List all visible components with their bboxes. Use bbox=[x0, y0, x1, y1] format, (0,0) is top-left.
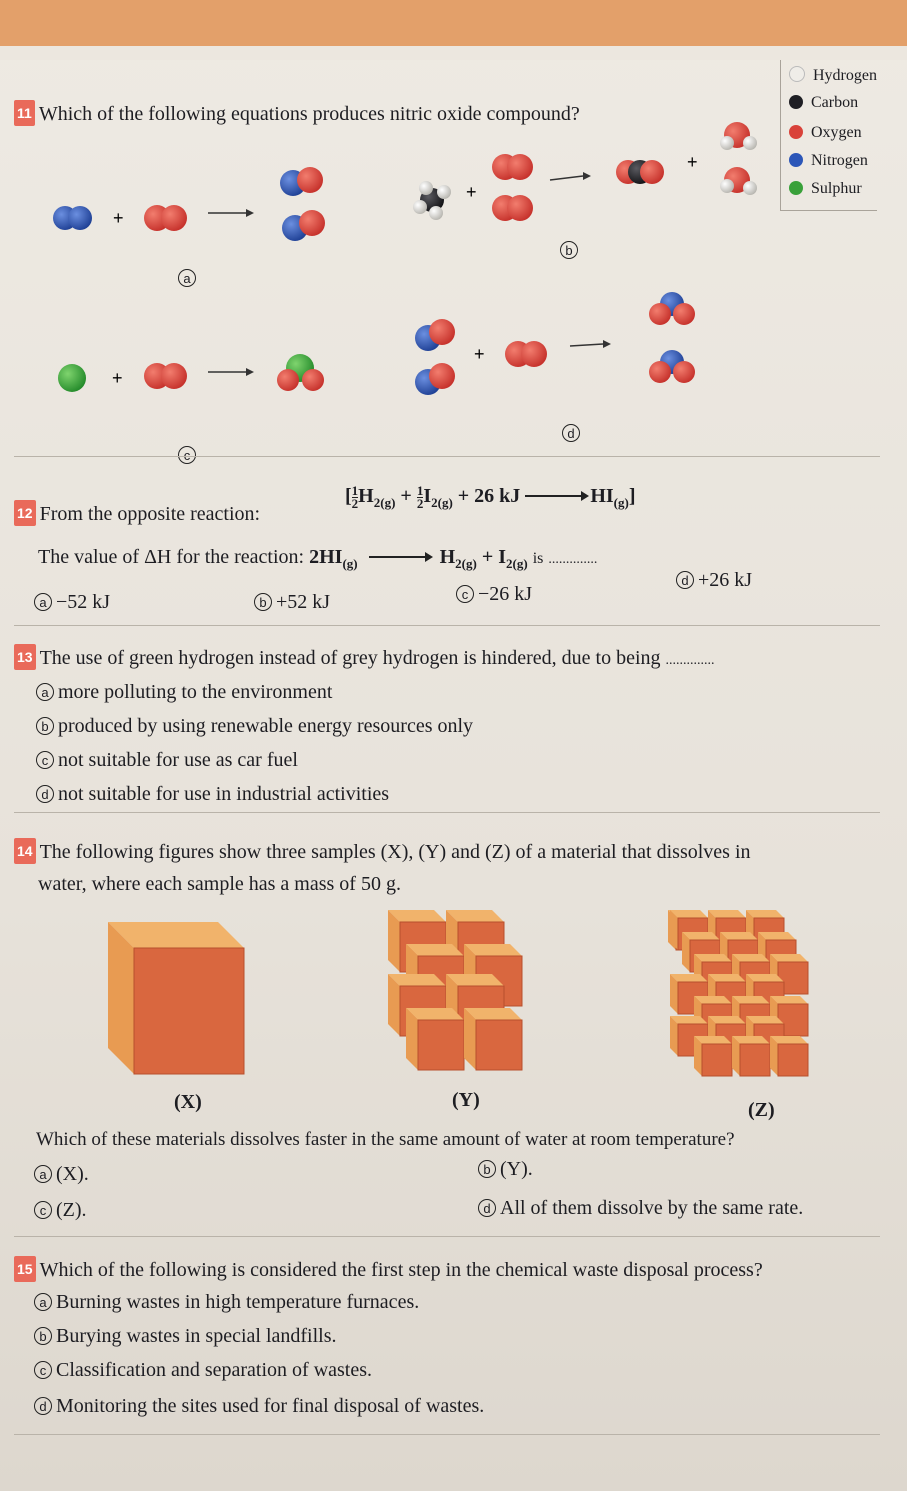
q13-option-a[interactable]: a more polluting to the environment bbox=[36, 680, 332, 704]
divider bbox=[14, 456, 880, 457]
option-a-diagram bbox=[53, 167, 325, 241]
q12-option-a[interactable]: a −52 kJ bbox=[34, 590, 110, 614]
oxygen-atom-icon bbox=[789, 125, 803, 139]
q13-option-c[interactable]: c not suitable for use as car fuel bbox=[36, 748, 298, 772]
top-color-band bbox=[0, 0, 907, 52]
option-d-diagram bbox=[415, 292, 695, 395]
svg-text:+: + bbox=[466, 182, 477, 202]
divider bbox=[14, 1434, 880, 1435]
q12-number: 12 bbox=[14, 500, 36, 526]
hydrogen-atom-icon bbox=[789, 66, 805, 82]
q12-option-d[interactable]: d +26 kJ bbox=[676, 568, 752, 592]
carbon-atom-icon bbox=[789, 95, 803, 109]
q14-option-a[interactable]: a (X). bbox=[34, 1162, 89, 1186]
legend-carbon: Carbon bbox=[789, 94, 858, 112]
q14-option-c[interactable]: c (Z). bbox=[34, 1198, 87, 1222]
legend-oxygen: Oxygen bbox=[789, 124, 862, 142]
q15-option-d[interactable]: d Monitoring the sites used for final disposal of wastes. bbox=[34, 1394, 484, 1418]
sample-y-label: (Y) bbox=[452, 1089, 480, 1111]
q14-question-line2: water, where each sample has a mass of 50 g. bbox=[38, 873, 401, 895]
q12-option-c[interactable]: c −26 kJ bbox=[456, 582, 532, 606]
q13-question: 13 The use of green hydrogen instead of grey hydrogen is hindered, due to being .............. bbox=[14, 644, 715, 673]
q11-option-a[interactable]: a bbox=[178, 268, 200, 289]
q15-option-b[interactable]: b Burying wastes in special landfills. bbox=[34, 1324, 337, 1348]
sample-x-label: (X) bbox=[174, 1091, 202, 1113]
q11-question: 11 Which of the following equations produces nitric oxide compound? bbox=[14, 100, 580, 126]
q11-option-b[interactable]: b bbox=[560, 240, 582, 261]
q15-option-c[interactable]: c Classification and separation of wastes. bbox=[34, 1358, 372, 1382]
q12-given-reaction: [ $\frac{1}{2}$ $H_{2(g)}$ + $\frac{1}{2}$ $I_{2(g)} + 26$ kJ $HI_{(g)}$] bbox=[345, 483, 636, 511]
q13-option-d[interactable]: d not suitable for use in industrial activities bbox=[36, 782, 389, 806]
svg-text:+: + bbox=[112, 368, 123, 388]
legend-nitrogen: Nitrogen bbox=[789, 152, 868, 170]
q13-number: 13 bbox=[14, 644, 36, 670]
q14-question-line1: 14 The following figures show three samples (X), (Y) and (Z) of a material that dissolves in bbox=[14, 838, 751, 864]
q11-reaction-diagrams bbox=[0, 110, 780, 460]
legend-hydrogen: Hydrogen bbox=[789, 66, 877, 85]
q14-option-d[interactable]: d All of them dissolve by the same rate. bbox=[478, 1196, 803, 1220]
divider bbox=[14, 1236, 880, 1237]
q14-question2: Which of these materials dissolves faster in the same amount of water at room temperature? bbox=[36, 1129, 735, 1150]
q13-option-b[interactable]: b produced by using renewable energy resources only bbox=[36, 714, 473, 738]
q15-question: 15 Which of the following is considered the first step in the chemical waste disposal process? bbox=[14, 1256, 763, 1282]
svg-text:+: + bbox=[687, 152, 698, 172]
q14-option-b[interactable]: b (Y). bbox=[478, 1157, 533, 1181]
divider bbox=[14, 812, 880, 813]
q11-option-d[interactable]: d bbox=[562, 423, 584, 444]
q14-number: 14 bbox=[14, 838, 36, 864]
q15-option-a[interactable]: a Burning wastes in high temperature furnaces. bbox=[34, 1290, 419, 1314]
legend-sulphur: Sulphur bbox=[789, 180, 862, 198]
option-b-diagram bbox=[413, 122, 757, 221]
atom-legend bbox=[780, 60, 877, 211]
q15-number: 15 bbox=[14, 1256, 36, 1282]
q12-question: The value of ΔH for the reaction: $2HI_{(g)}$ $H_{2(g)} + I_{2(g)}$ is .............. bbox=[38, 546, 598, 571]
svg-text:+: + bbox=[474, 344, 485, 364]
sample-z-label: (Z) bbox=[748, 1099, 775, 1121]
sample-x-cube bbox=[108, 922, 248, 1082]
sample-y-cubes bbox=[388, 910, 528, 1075]
sulphur-atom-icon bbox=[789, 181, 803, 195]
svg-text:+: + bbox=[113, 208, 124, 228]
divider bbox=[14, 625, 880, 626]
nitrogen-atom-icon bbox=[789, 153, 803, 167]
sample-z-cubes bbox=[668, 910, 820, 1080]
q12-intro: 12 From the opposite reaction: bbox=[14, 500, 260, 526]
q12-option-b[interactable]: b +52 kJ bbox=[254, 590, 330, 614]
q11-number: 11 bbox=[14, 100, 35, 126]
option-c-diagram bbox=[58, 354, 324, 392]
